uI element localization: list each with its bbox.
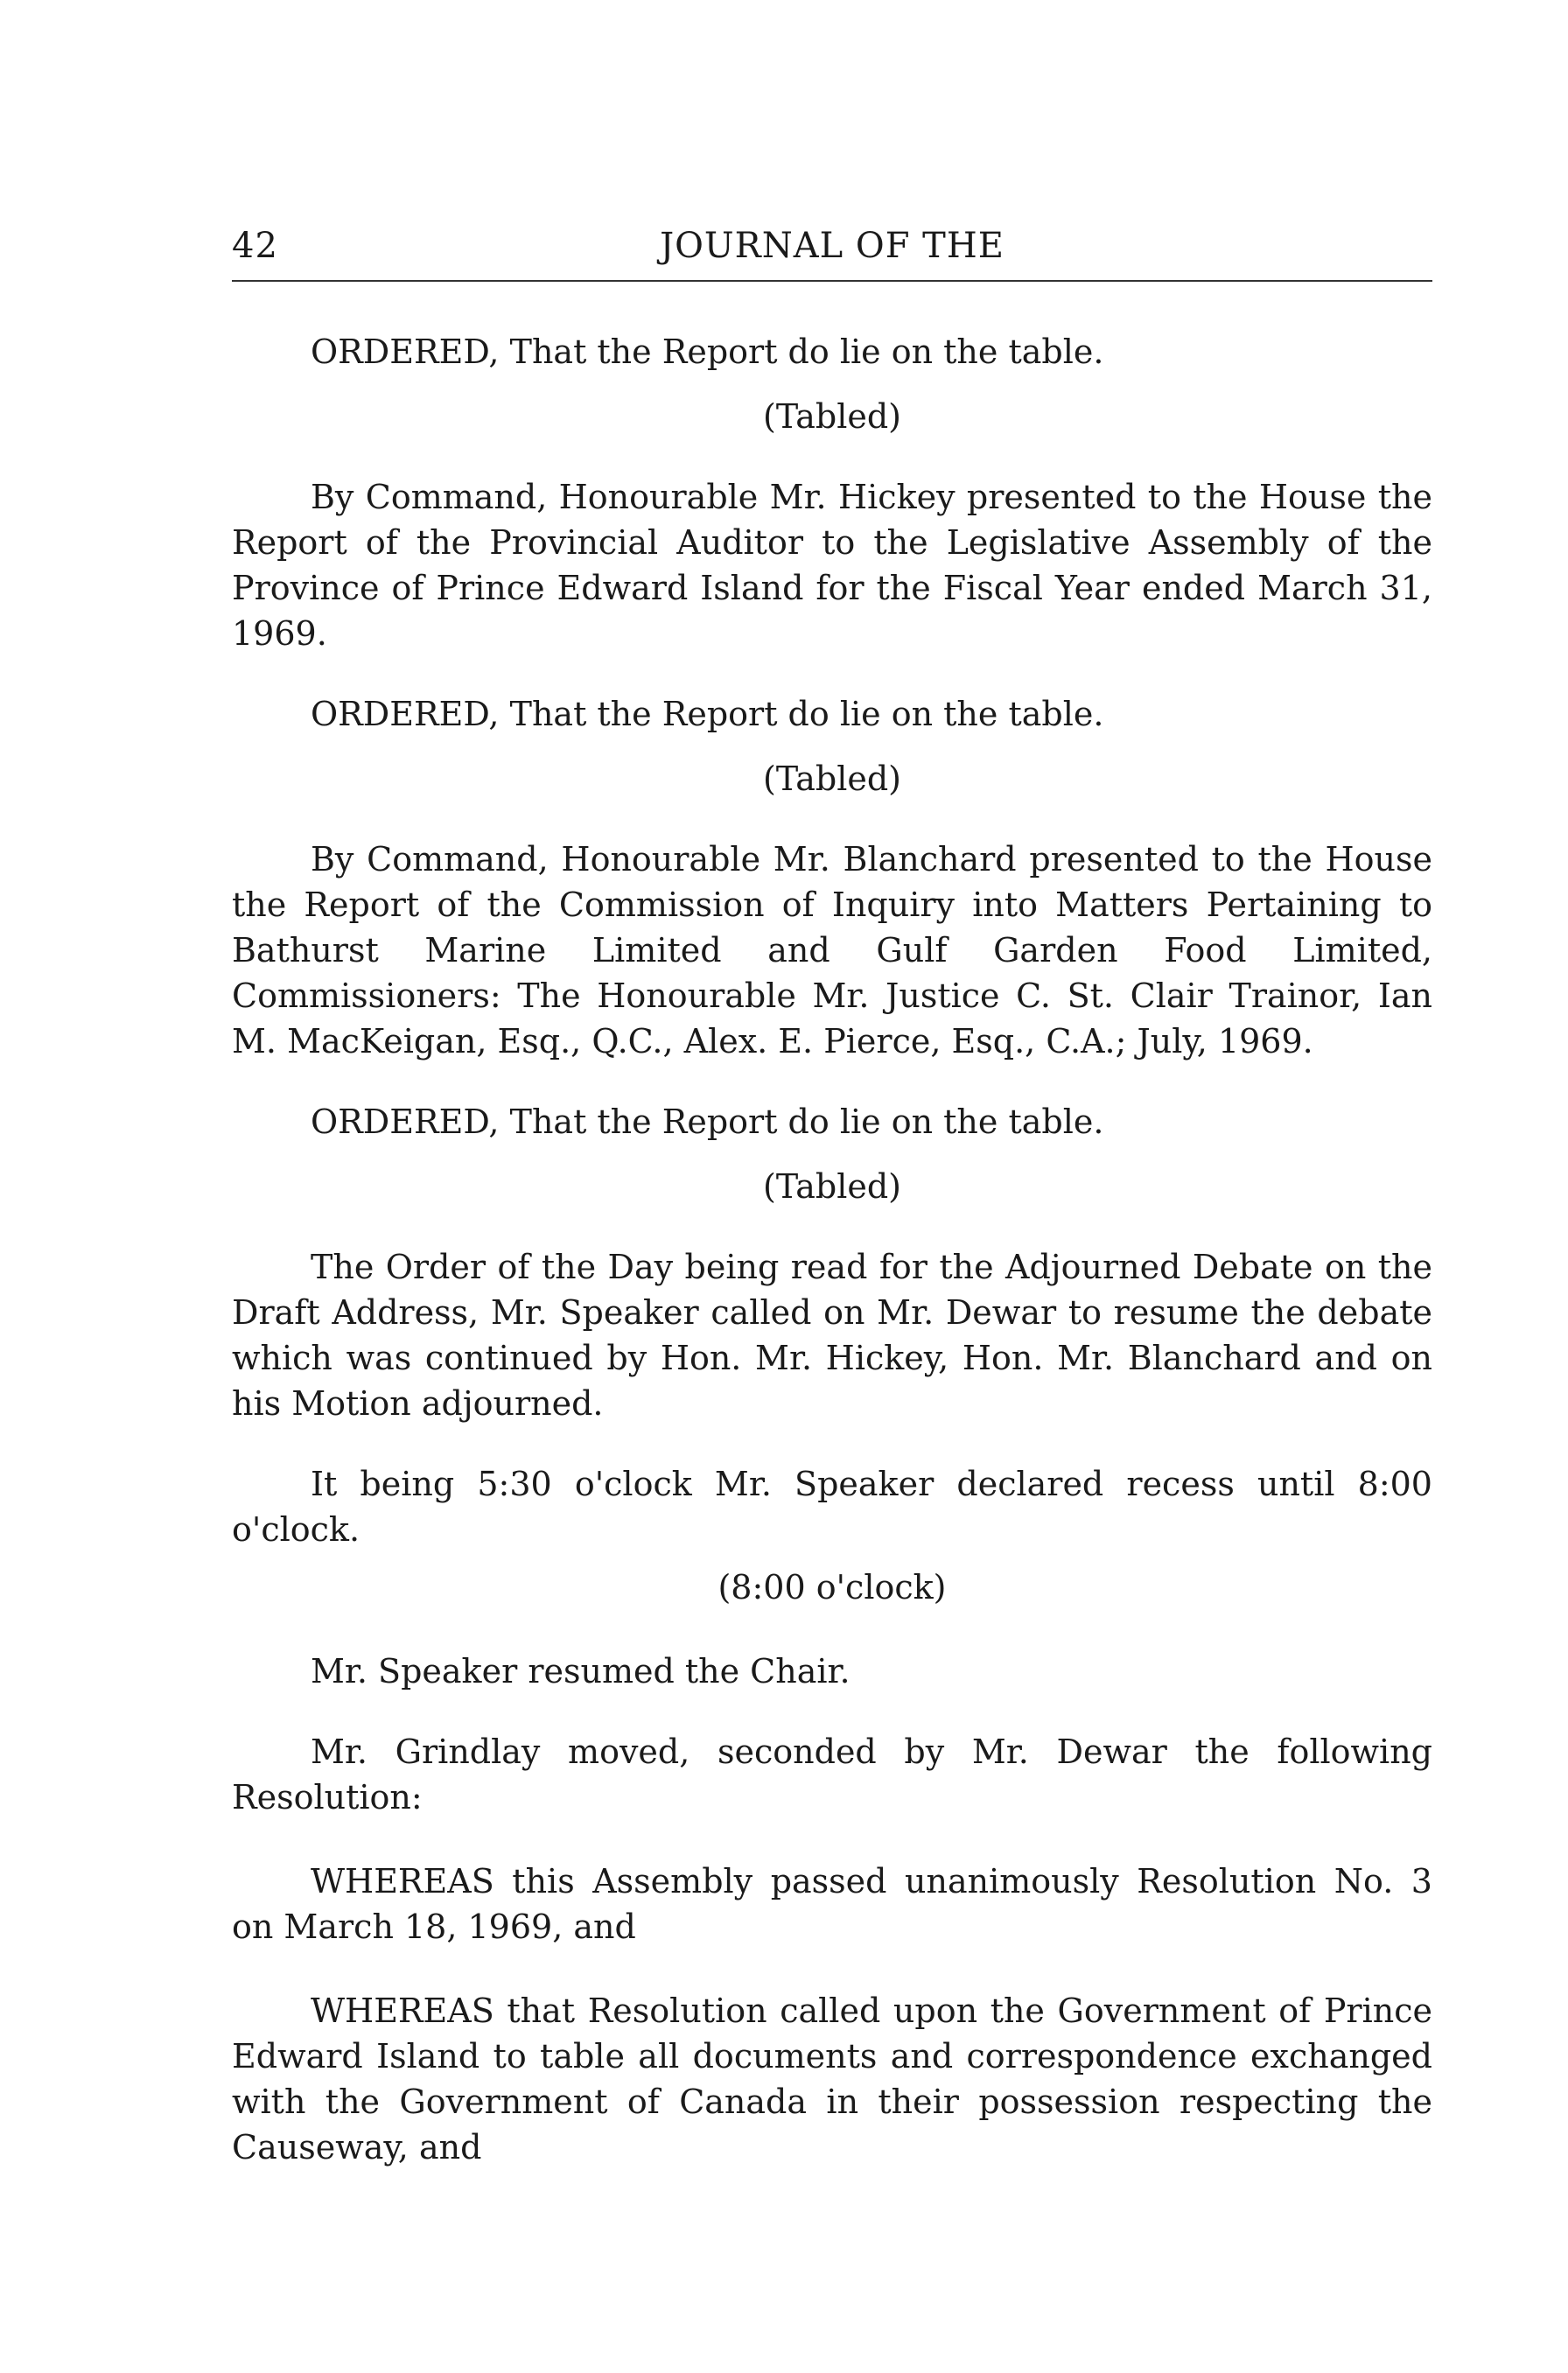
whereas-paragraph: WHEREAS this Assembly passed unanimously Resolution No. 3 on March 18, 1969, and	[232, 1862, 1432, 1946]
auditor-report-paragraph: By Command, Honourable Mr. Hickey presented to the House the Report of the Provincial Auditor to the Legislative Assembly of the Province of Prince Edward Island for the Fiscal Year ended March 31, 1969.	[232, 478, 1432, 653]
speaker-resumed-paragraph: Mr. Speaker resumed the Chair.	[311, 1652, 850, 1690]
motion-paragraph: Mr. Grindlay moved, seconded by Mr. Dewar the following Resolution:	[232, 1732, 1432, 1816]
whereas-paragraph: WHEREAS that Resolution called upon the Government of Prince Edward Island to table all documents and correspondence exchanged with the Government of Canada in their possession respecting the Causeway, and	[232, 1992, 1432, 2166]
page-number: 42	[232, 226, 278, 266]
time-note: (8:00 o'clock)	[718, 1568, 947, 1606]
running-head: JOURNAL OF THE	[660, 226, 1004, 266]
order-of-day-paragraph: The Order of the Day being read for the Adjourned Debate on the Draft Address, Mr. Speaker called on Mr. Dewar to resume the debate which was continued by Hon. Mr. Hickey, Hon. Mr. Blanchard and on his Motion adjourned.	[232, 1248, 1432, 1423]
ordered-paragraph: ORDERED, That the Report do lie on the table.	[311, 1102, 1104, 1141]
tabled-note: (Tabled)	[763, 397, 901, 436]
inquiry-report-paragraph: By Command, Honourable Mr. Blanchard presented to the House the Report of the Commission of Inquiry into Matters Pertaining to Bathurst Marine Limited and Gulf Garden Food Limited, Commissioners: The Honourable Mr. Justice C. St. Clair Trainor, Ian M. MacKeigan, Esq., Q.C., Alex. E. Pierce, Esq., C.A.; July, 1969.	[232, 840, 1432, 1060]
page-header	[232, 219, 1432, 282]
ordered-paragraph: ORDERED, That the Report do lie on the table.	[311, 695, 1104, 733]
page-body	[232, 329, 1432, 2170]
recess-paragraph: It being 5:30 o'clock Mr. Speaker declared recess until 8:00 o'clock.	[232, 1465, 1432, 1549]
tabled-note: (Tabled)	[763, 760, 901, 798]
ordered-paragraph: ORDERED, That the Report do lie on the table.	[311, 332, 1104, 371]
tabled-note: (Tabled)	[763, 1167, 901, 1206]
